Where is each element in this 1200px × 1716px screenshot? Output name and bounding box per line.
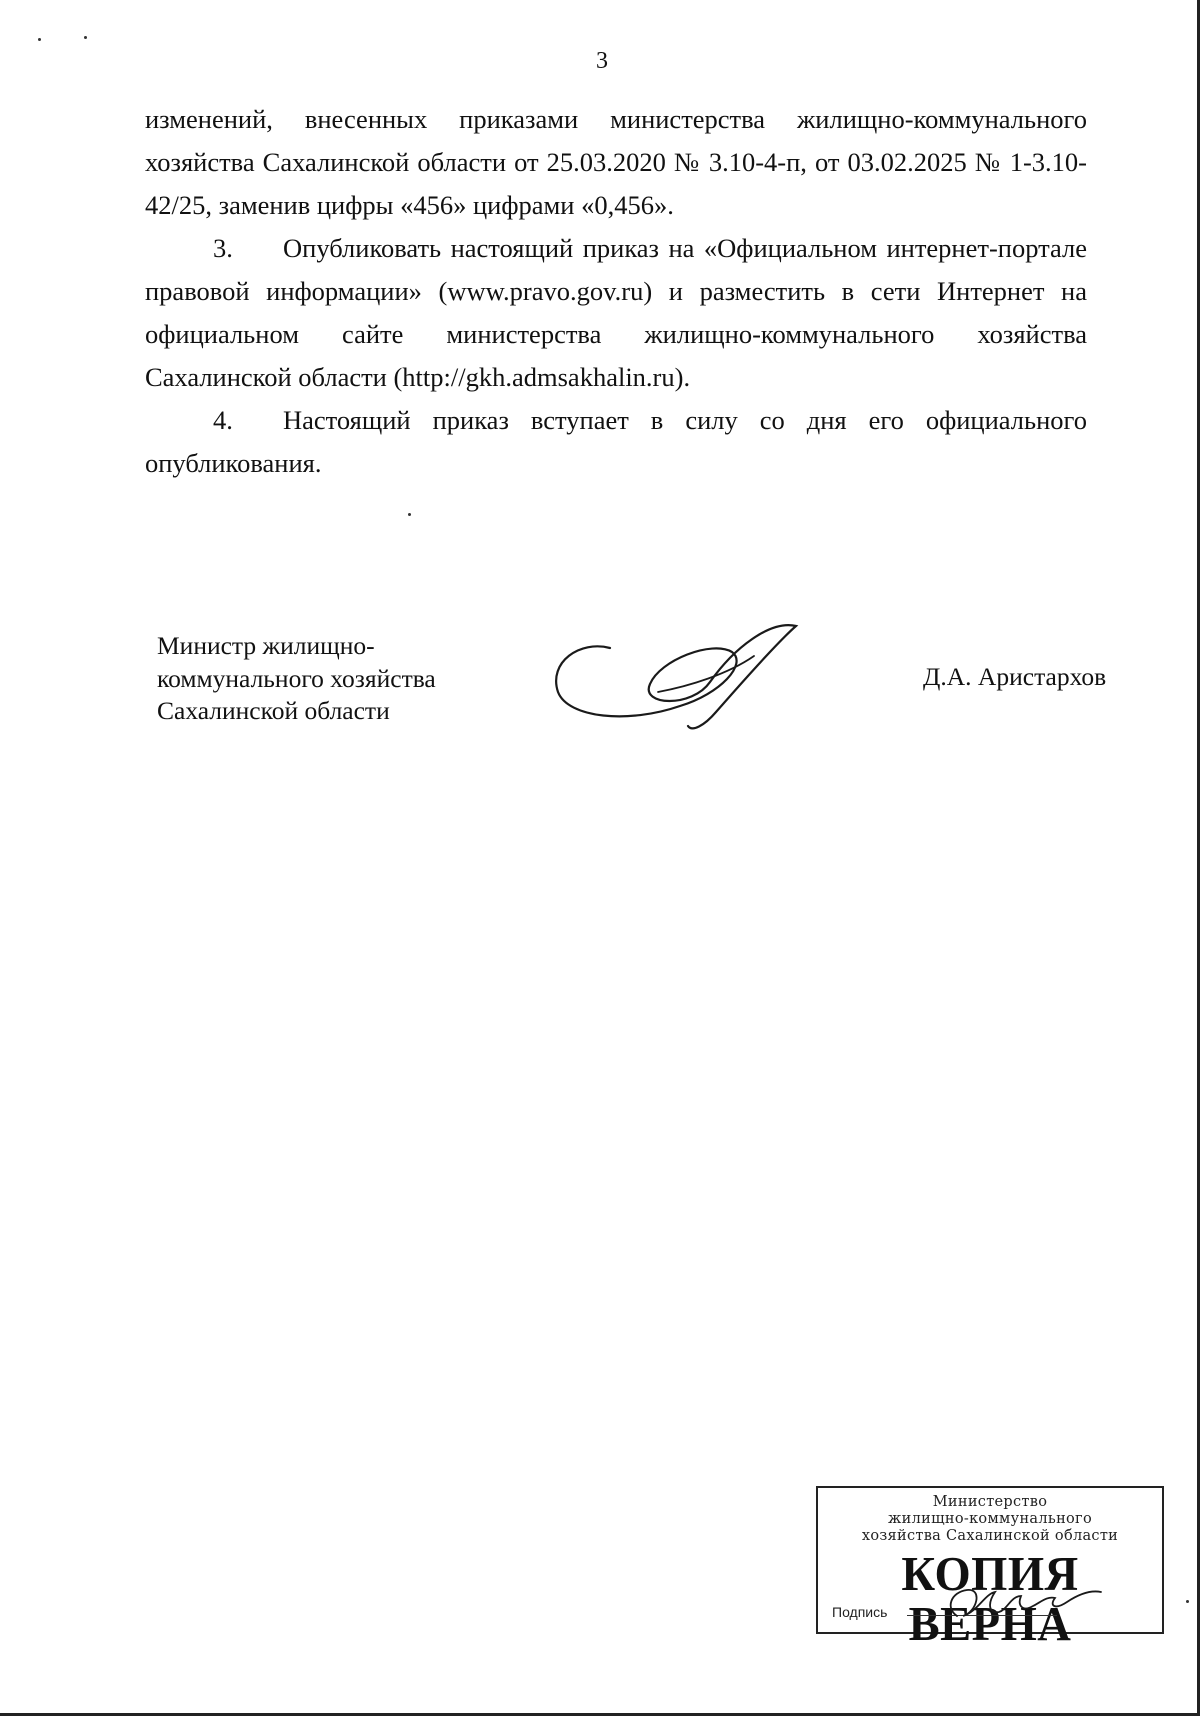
paragraph-item-4 [145,399,1087,485]
stamp-organization [818,1488,1162,1545]
stamp-org-line: жилищно-коммунального [888,1511,1092,1527]
signatory-title [157,630,436,728]
stamp-org-line: хозяйства Сахалинской области [861,1528,1119,1544]
stamp-org-line: Министерство [932,1494,1048,1510]
paragraph-continuation: изменений, внесенных приказами министерства жилищно-коммунального хозяйства Сахалинской области от 25.03.2020 № 3.10-4-п, от 03.02.2025 № 1-3.10-42/25, заменив цифры «456» цифрами «0,456». [145,104,1087,220]
scan-speck [1186,1600,1189,1603]
scan-speck [38,38,41,41]
item-number: 3. [213,233,233,263]
page-number: 3 [596,48,608,74]
signatory-title-line: коммунального хозяйства [157,663,436,693]
handwritten-signature [540,600,810,740]
signatory-title-line: Сахалинской области [157,696,390,725]
item-text: Настоящий приказ вступает в силу со дня его официального опубликования. [145,405,1087,478]
scan-speck [408,513,411,516]
item-text: Опубликовать настоящий приказ на «Официальном интернет-портале правовой информации» (www.pravo.gov.ru) и разместить в сети Интернет на официальном сайте министерства жилищно-коммунального хозяйства Сахалинской области (http://gkh.admsakhalin.ru). [145,233,1087,392]
signatory-name: Д.А. Аристархов [923,662,1107,691]
item-number: 4. [213,405,233,435]
stamp-signature-row [832,1584,1152,1624]
signatory-title-line: Министр жилищно- [157,631,375,660]
certified-copy-stamp [816,1486,1164,1651]
scan-speck [84,36,87,39]
stamp-main-text: КОПИЯ ВЕРНА [901,1546,1079,1651]
paragraph-item-3 [145,227,1087,399]
document-body [145,98,1087,485]
stamp-signature-label: Подпись [832,1604,888,1620]
stamp-handwritten-signature [937,1582,1107,1624]
